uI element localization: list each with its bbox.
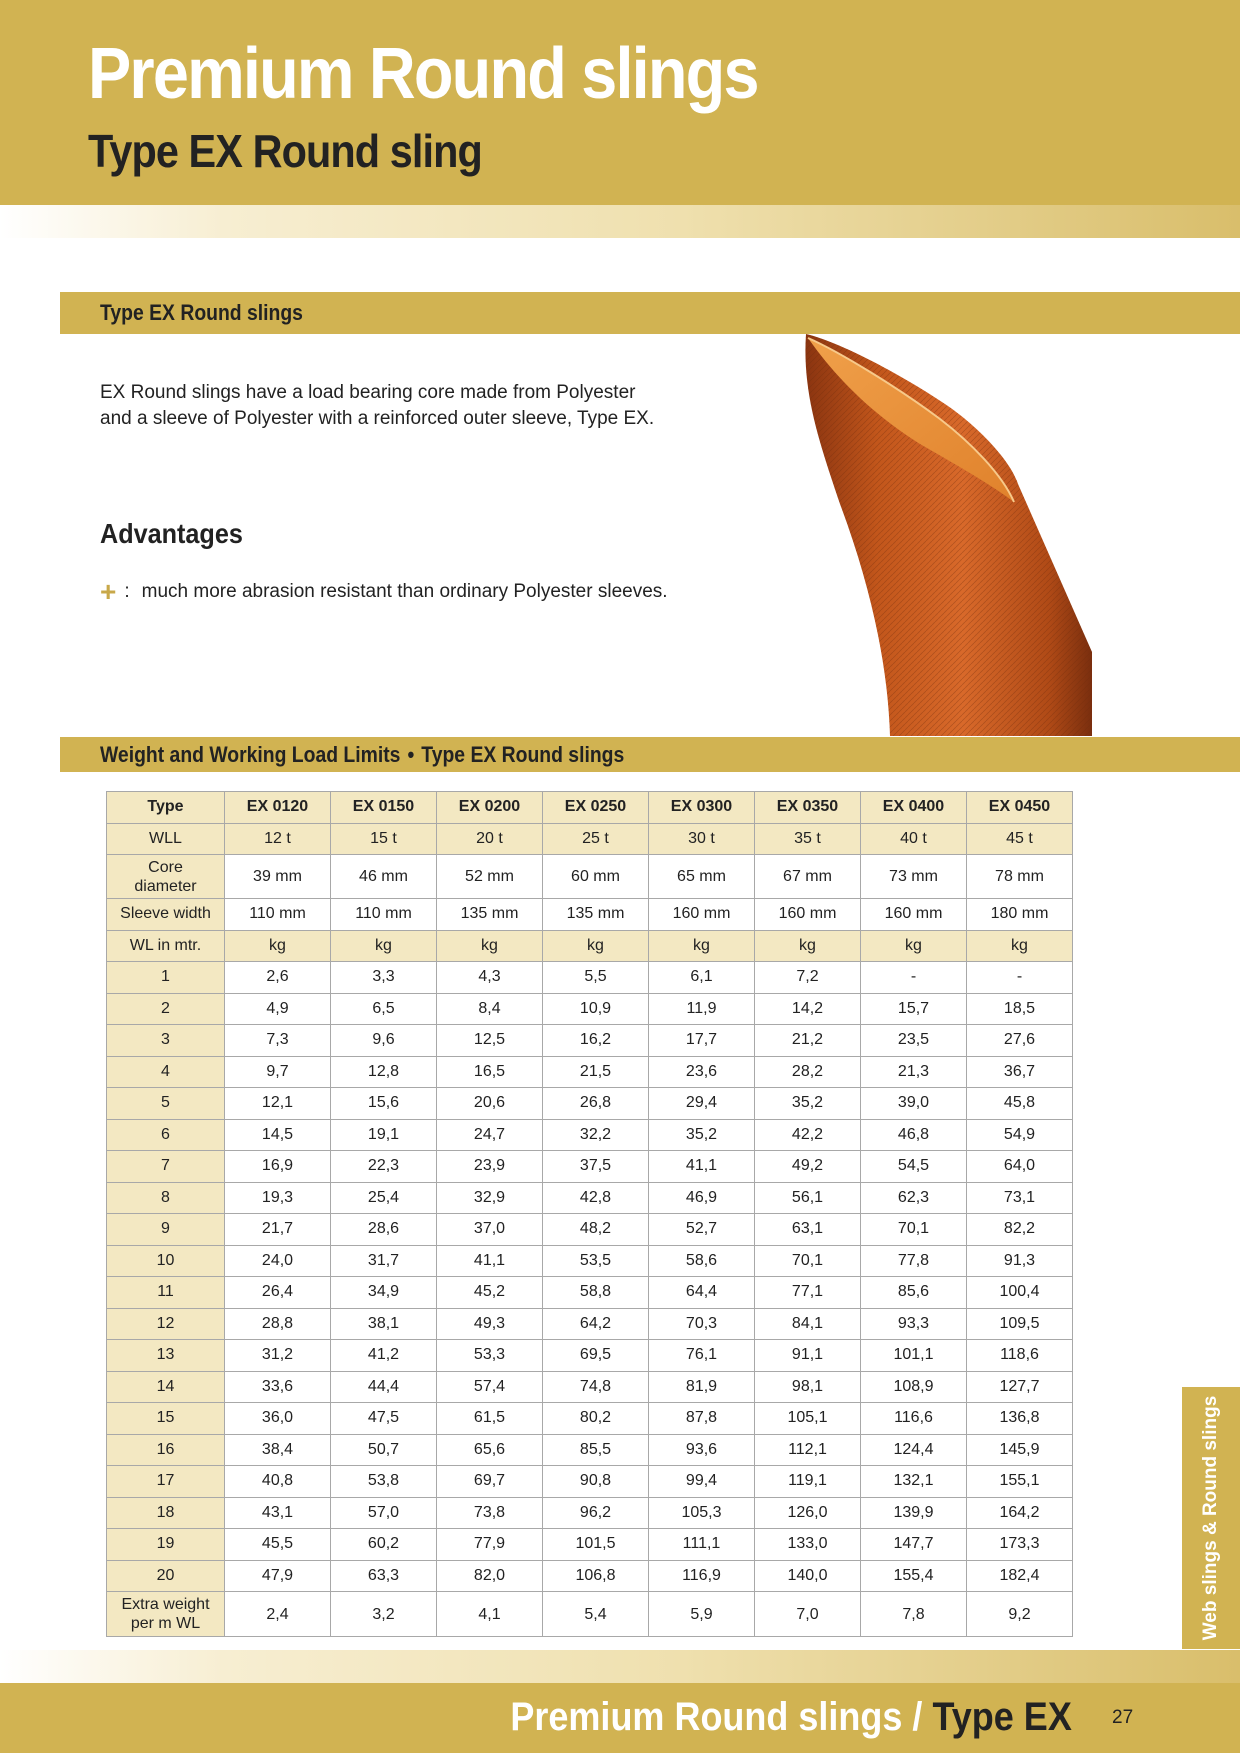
weight-cell: 58,8 <box>543 1277 649 1309</box>
weight-cell: 7,3 <box>225 1025 331 1057</box>
weight-cell: 37,5 <box>543 1151 649 1183</box>
weight-cell: 45,5 <box>225 1529 331 1561</box>
weight-cell: 47,5 <box>331 1403 437 1435</box>
wll-cell: 15 t <box>331 823 437 855</box>
weight-cell: 20,6 <box>437 1088 543 1120</box>
wll-cell: 25 t <box>543 823 649 855</box>
type-cell: EX 0250 <box>543 792 649 824</box>
table-row <box>107 1560 1073 1592</box>
weight-cell: 91,3 <box>967 1245 1073 1277</box>
header-gradient-band <box>0 205 1240 238</box>
weight-cell: 85,5 <box>543 1434 649 1466</box>
weight-cell: 25,4 <box>331 1182 437 1214</box>
weight-cell: 15,7 <box>861 993 967 1025</box>
weight-cell: 87,8 <box>649 1403 755 1435</box>
unit-cell: kg <box>649 930 755 962</box>
weight-cell: 6,1 <box>649 962 755 994</box>
extra-weight-cell: 7,0 <box>755 1592 861 1637</box>
weight-cell: 26,8 <box>543 1088 649 1120</box>
weight-cell: 65,6 <box>437 1434 543 1466</box>
core-cell: 60 mm <box>543 855 649 899</box>
weight-cell: 21,2 <box>755 1025 861 1057</box>
weight-cell: 19,3 <box>225 1182 331 1214</box>
table-row-core-diameter <box>107 855 1073 899</box>
weight-cell: 91,1 <box>755 1340 861 1372</box>
weight-cell: 70,1 <box>861 1214 967 1246</box>
wll-cell: 45 t <box>967 823 1073 855</box>
table-row <box>107 1119 1073 1151</box>
weight-cell: 45,2 <box>437 1277 543 1309</box>
weight-cell: 108,9 <box>861 1371 967 1403</box>
footer-title-part1: Premium Round slings / <box>510 1695 923 1739</box>
weight-cell: 53,8 <box>331 1466 437 1498</box>
extra-weight-cell: 3,2 <box>331 1592 437 1637</box>
sleeve-cell: 110 mm <box>331 899 437 931</box>
sleeve-cell: 135 mm <box>437 899 543 931</box>
unit-cell: kg <box>225 930 331 962</box>
row-label-wl: 7 <box>107 1151 225 1183</box>
weight-cell: 63,3 <box>331 1560 437 1592</box>
table-row-sleeve-width <box>107 899 1073 931</box>
weight-cell: 21,3 <box>861 1056 967 1088</box>
weight-cell: 111,1 <box>649 1529 755 1561</box>
weight-cell: 32,2 <box>543 1119 649 1151</box>
weight-cell: 34,9 <box>331 1277 437 1309</box>
weight-cell: 54,5 <box>861 1151 967 1183</box>
table-row <box>107 1182 1073 1214</box>
row-label-wl-in-mtr: WL in mtr. <box>107 930 225 962</box>
weight-cell: 54,9 <box>967 1119 1073 1151</box>
weight-cell: 49,3 <box>437 1308 543 1340</box>
weight-cell: 139,9 <box>861 1497 967 1529</box>
weight-cell: 82,0 <box>437 1560 543 1592</box>
weight-cell: 26,4 <box>225 1277 331 1309</box>
extra-weight-cell: 5,9 <box>649 1592 755 1637</box>
side-tab <box>1182 1387 1240 1649</box>
type-cell: EX 0150 <box>331 792 437 824</box>
table-row <box>107 1277 1073 1309</box>
row-label-wl: 18 <box>107 1497 225 1529</box>
weight-cell: 140,0 <box>755 1560 861 1592</box>
weight-cell: 23,6 <box>649 1056 755 1088</box>
weight-cell: 35,2 <box>755 1088 861 1120</box>
weight-cell: 16,5 <box>437 1056 543 1088</box>
weight-cell: 85,6 <box>861 1277 967 1309</box>
weight-cell: 155,4 <box>861 1560 967 1592</box>
weight-cell: 96,2 <box>543 1497 649 1529</box>
extra-weight-cell: 2,4 <box>225 1592 331 1637</box>
advantage-text: much more abrasion resistant than ordinary Polyester sleeves. <box>141 581 668 602</box>
table-row-extra-weight <box>107 1592 1073 1637</box>
weight-cell: 38,4 <box>225 1434 331 1466</box>
weight-cell: 100,4 <box>967 1277 1073 1309</box>
weight-cell: 7,2 <box>755 962 861 994</box>
weight-cell: 6,5 <box>331 993 437 1025</box>
weight-cell: 45,8 <box>967 1088 1073 1120</box>
weight-cell: 24,7 <box>437 1119 543 1151</box>
weight-cell: 82,2 <box>967 1214 1073 1246</box>
weight-cell: 147,7 <box>861 1529 967 1561</box>
row-label-wl: 19 <box>107 1529 225 1561</box>
table-row-type <box>107 792 1073 824</box>
weight-cell: 28,6 <box>331 1214 437 1246</box>
table-row <box>107 1056 1073 1088</box>
weight-cell: 39,0 <box>861 1088 967 1120</box>
weight-cell: 63,1 <box>755 1214 861 1246</box>
footer-title-part2: Type EX <box>932 1695 1072 1739</box>
weight-cell: 24,0 <box>225 1245 331 1277</box>
weight-cell: 41,1 <box>649 1151 755 1183</box>
weight-cell: 145,9 <box>967 1434 1073 1466</box>
wll-table <box>106 791 1073 1637</box>
core-cell: 78 mm <box>967 855 1073 899</box>
core-cell: 65 mm <box>649 855 755 899</box>
weight-cell: 28,2 <box>755 1056 861 1088</box>
row-label-extra-weight <box>107 1592 225 1637</box>
weight-cell: 5,5 <box>543 962 649 994</box>
extra-weight-cell: 7,8 <box>861 1592 967 1637</box>
page-subtitle: Type EX Round sling <box>88 125 482 177</box>
weight-cell: 76,1 <box>649 1340 755 1372</box>
weight-cell: 16,9 <box>225 1151 331 1183</box>
weight-cell: 35,2 <box>649 1119 755 1151</box>
weight-cell: 10,9 <box>543 993 649 1025</box>
row-label-wll: WLL <box>107 823 225 855</box>
row-label-wl: 13 <box>107 1340 225 1372</box>
weight-cell: 53,3 <box>437 1340 543 1372</box>
weight-cell: 22,3 <box>331 1151 437 1183</box>
table-row <box>107 1434 1073 1466</box>
advantages-heading: Advantages <box>100 518 243 549</box>
weight-cell: 2,6 <box>225 962 331 994</box>
weight-cell: 38,1 <box>331 1308 437 1340</box>
weight-cell: 112,1 <box>755 1434 861 1466</box>
section-bar-weight-wll <box>60 737 1240 772</box>
type-cell: EX 0300 <box>649 792 755 824</box>
unit-cell: kg <box>331 930 437 962</box>
extra-weight-cell: 5,4 <box>543 1592 649 1637</box>
page-number: 27 <box>1112 1707 1134 1728</box>
weight-cell: 56,1 <box>755 1182 861 1214</box>
table-row <box>107 1088 1073 1120</box>
weight-cell: 81,9 <box>649 1371 755 1403</box>
weight-cell: 3,3 <box>331 962 437 994</box>
weight-cell: 4,9 <box>225 993 331 1025</box>
row-label-wl: 15 <box>107 1403 225 1435</box>
wll-cell: 12 t <box>225 823 331 855</box>
unit-cell: kg <box>755 930 861 962</box>
weight-cell: 41,1 <box>437 1245 543 1277</box>
weight-cell: 16,2 <box>543 1025 649 1057</box>
weight-cell: 52,7 <box>649 1214 755 1246</box>
extra-label-line2: per m WL <box>130 1615 201 1632</box>
advantage-colon: : <box>124 581 130 602</box>
core-cell: 67 mm <box>755 855 861 899</box>
wll-cell: 30 t <box>649 823 755 855</box>
weight-cell: 46,8 <box>861 1119 967 1151</box>
weight-cell: 69,7 <box>437 1466 543 1498</box>
core-label-line2: diameter <box>134 877 197 895</box>
weight-cell: 70,1 <box>755 1245 861 1277</box>
weight-cell: 80,2 <box>543 1403 649 1435</box>
weight-cell: 53,5 <box>543 1245 649 1277</box>
type-cell: EX 0350 <box>755 792 861 824</box>
weight-cell: - <box>861 962 967 994</box>
row-label-core-diameter <box>107 855 225 899</box>
weight-cell: 9,7 <box>225 1056 331 1088</box>
sleeve-cell: 160 mm <box>649 899 755 931</box>
weight-cell: 57,4 <box>437 1371 543 1403</box>
unit-cell: kg <box>861 930 967 962</box>
weight-cell: 101,5 <box>543 1529 649 1561</box>
row-label-wl: 2 <box>107 993 225 1025</box>
advantage-item <box>100 578 720 606</box>
weight-cell: 33,6 <box>225 1371 331 1403</box>
wll-cell: 40 t <box>861 823 967 855</box>
weight-cell: 42,8 <box>543 1182 649 1214</box>
weight-cell: 173,3 <box>967 1529 1073 1561</box>
weight-cell: 106,8 <box>543 1560 649 1592</box>
row-label-wl: 16 <box>107 1434 225 1466</box>
table-row <box>107 1151 1073 1183</box>
weight-cell: 27,6 <box>967 1025 1073 1057</box>
weight-cell: 93,3 <box>861 1308 967 1340</box>
section-title-weight-wll <box>100 742 624 768</box>
weight-cell: 119,1 <box>755 1466 861 1498</box>
weight-cell: - <box>967 962 1073 994</box>
weight-cell: 105,3 <box>649 1497 755 1529</box>
weight-cell: 21,7 <box>225 1214 331 1246</box>
table-row <box>107 1308 1073 1340</box>
weight-cell: 73,1 <box>967 1182 1073 1214</box>
row-label-wl: 10 <box>107 1245 225 1277</box>
weight-cell: 28,8 <box>225 1308 331 1340</box>
weight-cell: 8,4 <box>437 993 543 1025</box>
weight-cell: 77,9 <box>437 1529 543 1561</box>
weight-cell: 132,1 <box>861 1466 967 1498</box>
table-row <box>107 1371 1073 1403</box>
weight-cell: 17,7 <box>649 1025 755 1057</box>
weight-cell: 19,1 <box>331 1119 437 1151</box>
intro-paragraph: EX Round slings have a load bearing core made from Polyester and a sleeve of Polyester with a reinforced outer sleeve, Type EX. <box>100 382 655 429</box>
weight-cell: 99,4 <box>649 1466 755 1498</box>
extra-weight-cell: 9,2 <box>967 1592 1073 1637</box>
weight-cell: 77,8 <box>861 1245 967 1277</box>
section-title-right: Type EX Round slings <box>421 742 625 767</box>
weight-cell: 12,8 <box>331 1056 437 1088</box>
weight-cell: 23,9 <box>437 1151 543 1183</box>
weight-cell: 9,6 <box>331 1025 437 1057</box>
extra-weight-cell: 4,1 <box>437 1592 543 1637</box>
sleeve-cell: 110 mm <box>225 899 331 931</box>
weight-cell: 61,5 <box>437 1403 543 1435</box>
sleeve-cell: 160 mm <box>861 899 967 931</box>
weight-cell: 155,1 <box>967 1466 1073 1498</box>
wll-cell: 35 t <box>755 823 861 855</box>
weight-cell: 70,3 <box>649 1308 755 1340</box>
weight-cell: 62,3 <box>861 1182 967 1214</box>
row-label-wl: 11 <box>107 1277 225 1309</box>
weight-cell: 23,5 <box>861 1025 967 1057</box>
weight-cell: 46,9 <box>649 1182 755 1214</box>
weight-cell: 12,1 <box>225 1088 331 1120</box>
weight-cell: 41,2 <box>331 1340 437 1372</box>
weight-cell: 98,1 <box>755 1371 861 1403</box>
weight-cell: 31,7 <box>331 1245 437 1277</box>
sleeve-cell: 135 mm <box>543 899 649 931</box>
weight-cell: 14,5 <box>225 1119 331 1151</box>
type-cell: EX 0200 <box>437 792 543 824</box>
row-label-wl: 17 <box>107 1466 225 1498</box>
page-footer <box>0 1683 1240 1753</box>
weight-cell: 127,7 <box>967 1371 1073 1403</box>
table-row <box>107 1466 1073 1498</box>
core-cell: 73 mm <box>861 855 967 899</box>
core-label-line1: Core <box>148 858 183 876</box>
weight-cell: 116,6 <box>861 1403 967 1435</box>
row-label-wl: 4 <box>107 1056 225 1088</box>
type-cell: EX 0400 <box>861 792 967 824</box>
weight-cell: 64,0 <box>967 1151 1073 1183</box>
weight-cell: 32,9 <box>437 1182 543 1214</box>
core-cell: 52 mm <box>437 855 543 899</box>
sleeve-cell: 160 mm <box>755 899 861 931</box>
weight-cell: 182,4 <box>967 1560 1073 1592</box>
weight-cell: 15,6 <box>331 1088 437 1120</box>
section-title-left: Weight and Working Load Limits <box>100 742 401 767</box>
table-row <box>107 993 1073 1025</box>
weight-cell: 37,0 <box>437 1214 543 1246</box>
weight-cell: 31,2 <box>225 1340 331 1372</box>
row-label-wl: 8 <box>107 1182 225 1214</box>
weight-cell: 14,2 <box>755 993 861 1025</box>
plus-icon: + <box>100 576 117 607</box>
weight-cell: 64,4 <box>649 1277 755 1309</box>
section-title-bullet: • <box>407 742 415 767</box>
unit-cell: kg <box>967 930 1073 962</box>
weight-cell: 124,4 <box>861 1434 967 1466</box>
weight-cell: 116,9 <box>649 1560 755 1592</box>
row-label-wl: 3 <box>107 1025 225 1057</box>
table-row <box>107 1025 1073 1057</box>
type-cell: EX 0450 <box>967 792 1073 824</box>
table-row <box>107 962 1073 994</box>
weight-cell: 47,9 <box>225 1560 331 1592</box>
page-title: Premium Round slings <box>88 34 758 114</box>
weight-cell: 73,8 <box>437 1497 543 1529</box>
row-label-wl: 6 <box>107 1119 225 1151</box>
weight-cell: 74,8 <box>543 1371 649 1403</box>
weight-cell: 12,5 <box>437 1025 543 1057</box>
weight-cell: 29,4 <box>649 1088 755 1120</box>
page-header <box>0 0 1240 205</box>
weight-cell: 58,6 <box>649 1245 755 1277</box>
weight-cell: 50,7 <box>331 1434 437 1466</box>
table-row <box>107 1529 1073 1561</box>
weight-cell: 126,0 <box>755 1497 861 1529</box>
weight-cell: 136,8 <box>967 1403 1073 1435</box>
weight-cell: 49,2 <box>755 1151 861 1183</box>
row-label-wl: 9 <box>107 1214 225 1246</box>
row-label-type: Type <box>107 792 225 824</box>
sleeve-cell: 180 mm <box>967 899 1073 931</box>
weight-cell: 48,2 <box>543 1214 649 1246</box>
weight-cell: 57,0 <box>331 1497 437 1529</box>
weight-cell: 36,7 <box>967 1056 1073 1088</box>
weight-cell: 69,5 <box>543 1340 649 1372</box>
footer-gradient-band <box>0 1650 1240 1683</box>
core-cell: 46 mm <box>331 855 437 899</box>
row-label-wl: 12 <box>107 1308 225 1340</box>
core-cell: 39 mm <box>225 855 331 899</box>
weight-cell: 21,5 <box>543 1056 649 1088</box>
row-label-wl: 1 <box>107 962 225 994</box>
table-row <box>107 1403 1073 1435</box>
row-label-wl: 5 <box>107 1088 225 1120</box>
weight-cell: 44,4 <box>331 1371 437 1403</box>
section-title-type-ex: Type EX Round slings <box>100 300 303 325</box>
weight-cell: 164,2 <box>967 1497 1073 1529</box>
table-row-wll <box>107 823 1073 855</box>
type-cell: EX 0120 <box>225 792 331 824</box>
extra-label-line1: Extra weight <box>121 1596 210 1613</box>
weight-cell: 11,9 <box>649 993 755 1025</box>
unit-cell: kg <box>543 930 649 962</box>
weight-cell: 133,0 <box>755 1529 861 1561</box>
weight-cell: 93,6 <box>649 1434 755 1466</box>
weight-cell: 90,8 <box>543 1466 649 1498</box>
row-label-wl: 14 <box>107 1371 225 1403</box>
wll-cell: 20 t <box>437 823 543 855</box>
table-row <box>107 1497 1073 1529</box>
weight-cell: 77,1 <box>755 1277 861 1309</box>
weight-cell: 64,2 <box>543 1308 649 1340</box>
weight-cell: 42,2 <box>755 1119 861 1151</box>
table-row <box>107 1340 1073 1372</box>
unit-cell: kg <box>437 930 543 962</box>
weight-cell: 109,5 <box>967 1308 1073 1340</box>
weight-cell: 36,0 <box>225 1403 331 1435</box>
footer-title <box>511 1695 1072 1740</box>
row-label-wl: 20 <box>107 1560 225 1592</box>
weight-cell: 105,1 <box>755 1403 861 1435</box>
weight-cell: 43,1 <box>225 1497 331 1529</box>
weight-cell: 40,8 <box>225 1466 331 1498</box>
row-label-sleeve-width: Sleeve width <box>107 899 225 931</box>
table-row <box>107 1214 1073 1246</box>
weight-cell: 84,1 <box>755 1308 861 1340</box>
weight-cell: 101,1 <box>861 1340 967 1372</box>
table-row <box>107 1245 1073 1277</box>
weight-cell: 118,6 <box>967 1340 1073 1372</box>
weight-cell: 4,3 <box>437 962 543 994</box>
round-sling-image <box>770 334 1092 736</box>
wll-table-container <box>106 791 1073 1637</box>
weight-cell: 18,5 <box>967 993 1073 1025</box>
table-row-units <box>107 930 1073 962</box>
weight-cell: 60,2 <box>331 1529 437 1561</box>
side-tab-text: Web slings & Round slings <box>1200 1395 1221 1641</box>
section-bar-type-ex <box>60 292 1240 334</box>
